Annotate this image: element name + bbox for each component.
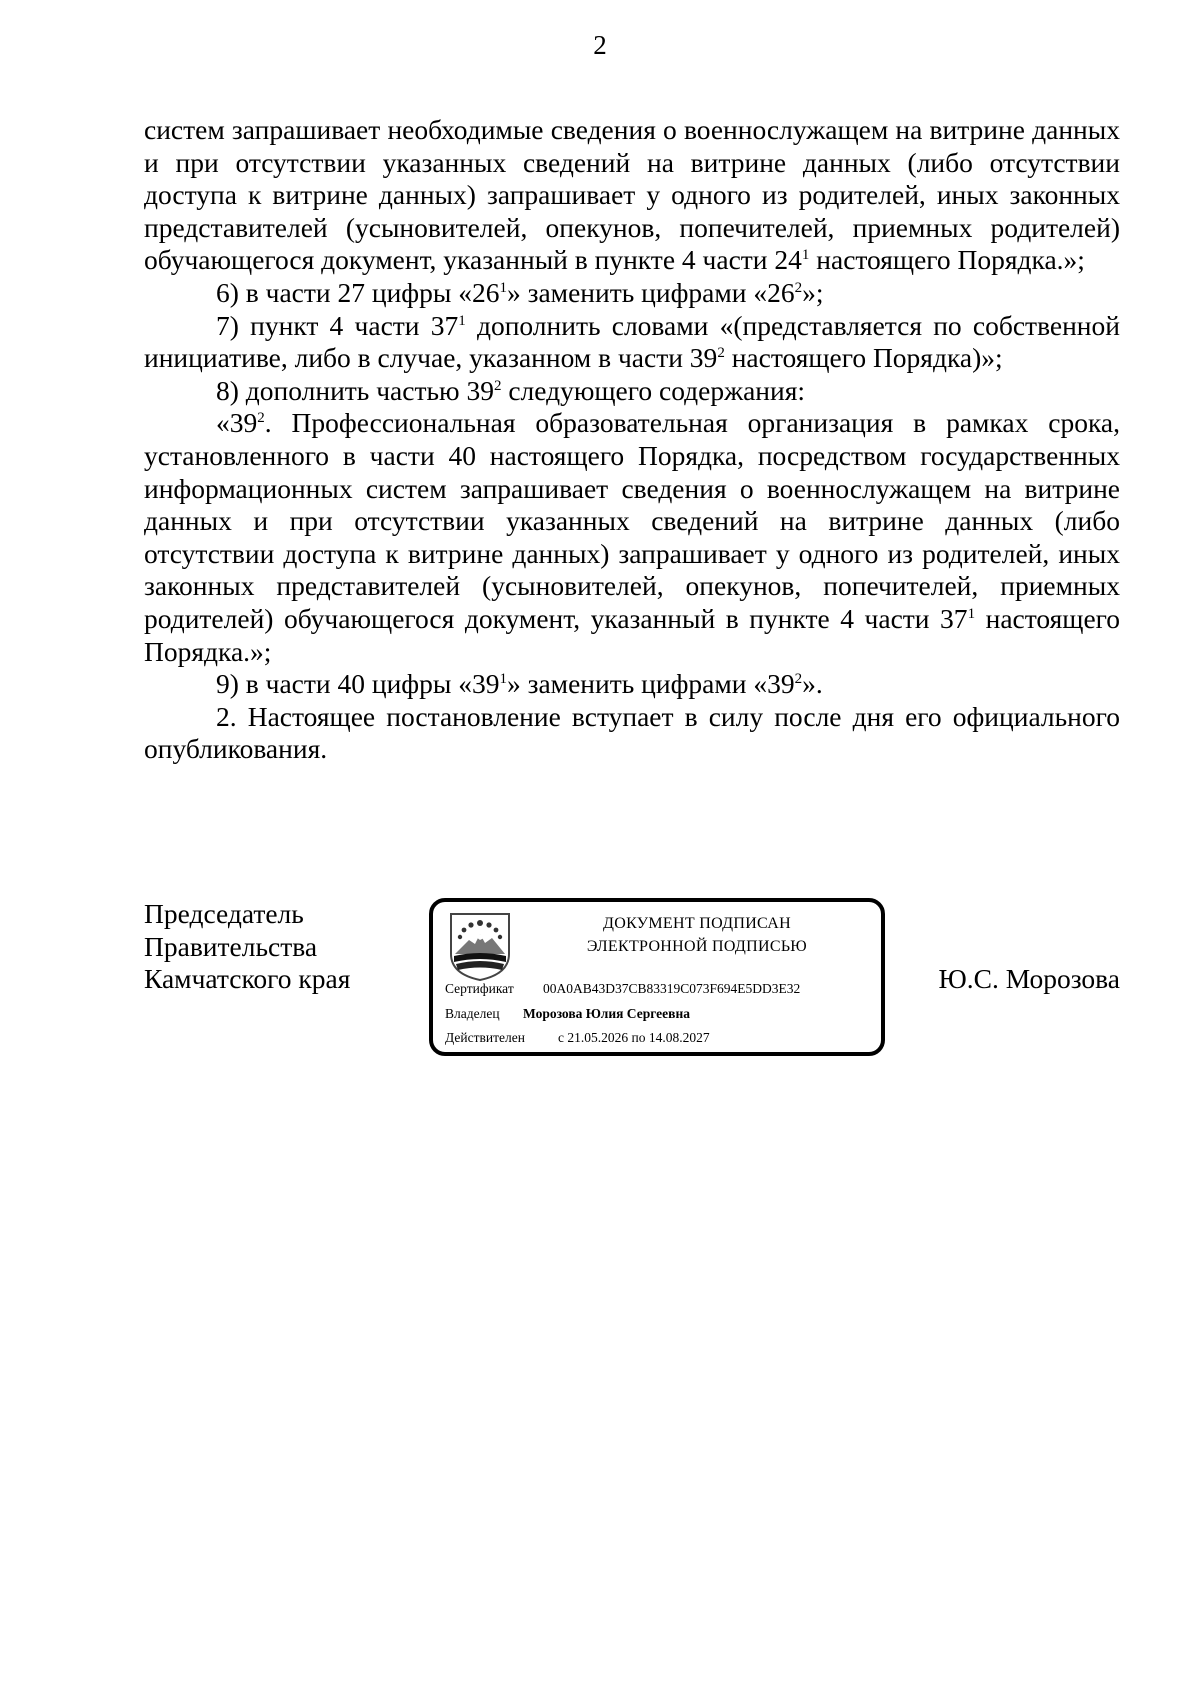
paragraph [144,375,1120,408]
certificate-label: Сертификат [445,981,514,996]
text-run: 6) в части 27 цифры «26 [216,276,500,308]
paragraph [144,114,1120,277]
text-run: . Профессиональная образовательная организация в рамках срока, установленного в части 40 настоящего Порядка, посредством государственных информационных систем запрашивает сведения о военнослужащем на витрине данных и при отсутствии указанных сведений на витрине данных (либо отсутствии доступа к витрине данных) запрашивает у одного из родителей, иных законных представителей (усыновителей, опекунов, попечителей, приемных родителей) обучающегося документ, указанный в пункте 4 части 37 [144,407,1120,634]
text-run: «39 [216,407,258,439]
text-run: ». [802,668,823,700]
paragraph [144,407,1120,668]
signature-block [144,898,1120,1068]
stamp-owner-row [445,1006,690,1022]
superscript: 2 [717,345,725,362]
superscript: 1 [458,312,466,329]
validity-label: Действителен [445,1030,525,1045]
text-run: 2. Настоящее постановление вступает в силу после дня его официального опубликования. [144,700,1120,765]
superscript: 1 [967,605,976,622]
signatory-position [144,898,350,996]
stamp-title-line: ЭЛЕКТРОННОЙ ПОДПИСЬЮ [586,938,808,955]
paragraph [144,310,1120,375]
superscript: 2 [794,279,803,296]
kamchatka-emblem-icon [447,910,513,982]
paragraph [144,277,1120,310]
text-run: настоящего Порядка.»; [809,244,1085,276]
electronic-signature-stamp [429,898,885,1056]
text-run: 7) пункт 4 части 37 [216,309,459,341]
text-run: 9) в части 40 цифры «39 [216,668,500,700]
superscript: 1 [499,279,507,296]
superscript: 1 [499,671,507,688]
text-run: настоящего Порядка)»; [724,342,1003,374]
stamp-validity-row [445,1030,710,1046]
text-run: следующего содержания: [501,374,806,406]
stamp-certificate-row [445,981,800,997]
superscript: 2 [493,377,502,394]
superscript: 2 [794,671,803,688]
superscript: 2 [257,410,265,427]
stamp-title-line: ДОКУМЕНТ ПОДПИСАН [603,915,791,932]
certificate-value: 00A0AB43D37CB83319C073F694E5DD3E32 [543,981,801,996]
document-body [144,114,1120,766]
paragraph [144,701,1120,766]
text-run: настоящего Порядка.»; [144,602,1120,667]
page-number: 2 [593,30,607,60]
stamp-title [523,912,871,958]
signatory-position-line: Правительства [144,930,318,962]
text-run: дополнить словами «(представляется по собственной инициативе, либо в случае, указанном в части 39 [144,309,1120,374]
paragraph [144,668,1120,701]
text-run: » заменить цифрами «26 [506,276,795,308]
text-run: »; [802,276,824,308]
text-run: 8) дополнить частью 39 [216,374,494,406]
owner-label: Владелец [445,1006,500,1021]
owner-value: Морозова Юлия Сергеевна [523,1006,690,1021]
signatory-position-line: Камчатского края [144,963,351,995]
signatory-position-line: Председатель [144,898,304,929]
text-run: » заменить цифрами «39 [506,668,795,700]
signatory-name: Ю.С. Морозова [938,963,1120,994]
text-run: систем запрашивает необходимые сведения о военнослужащем на витрине данных и при отсутствии указанных сведений на витрине данных (либо отсутствии доступа к витрине данных) запрашивает у одного из родителей, иных законных представителей (усыновителей, опекунов, попечителей, приемных родителей) обучающегося документ, указанный в пункте 4 части 24 [144,114,1120,276]
superscript: 1 [801,247,810,264]
validity-value: с 21.05.2026 по 14.08.2027 [558,1030,710,1045]
